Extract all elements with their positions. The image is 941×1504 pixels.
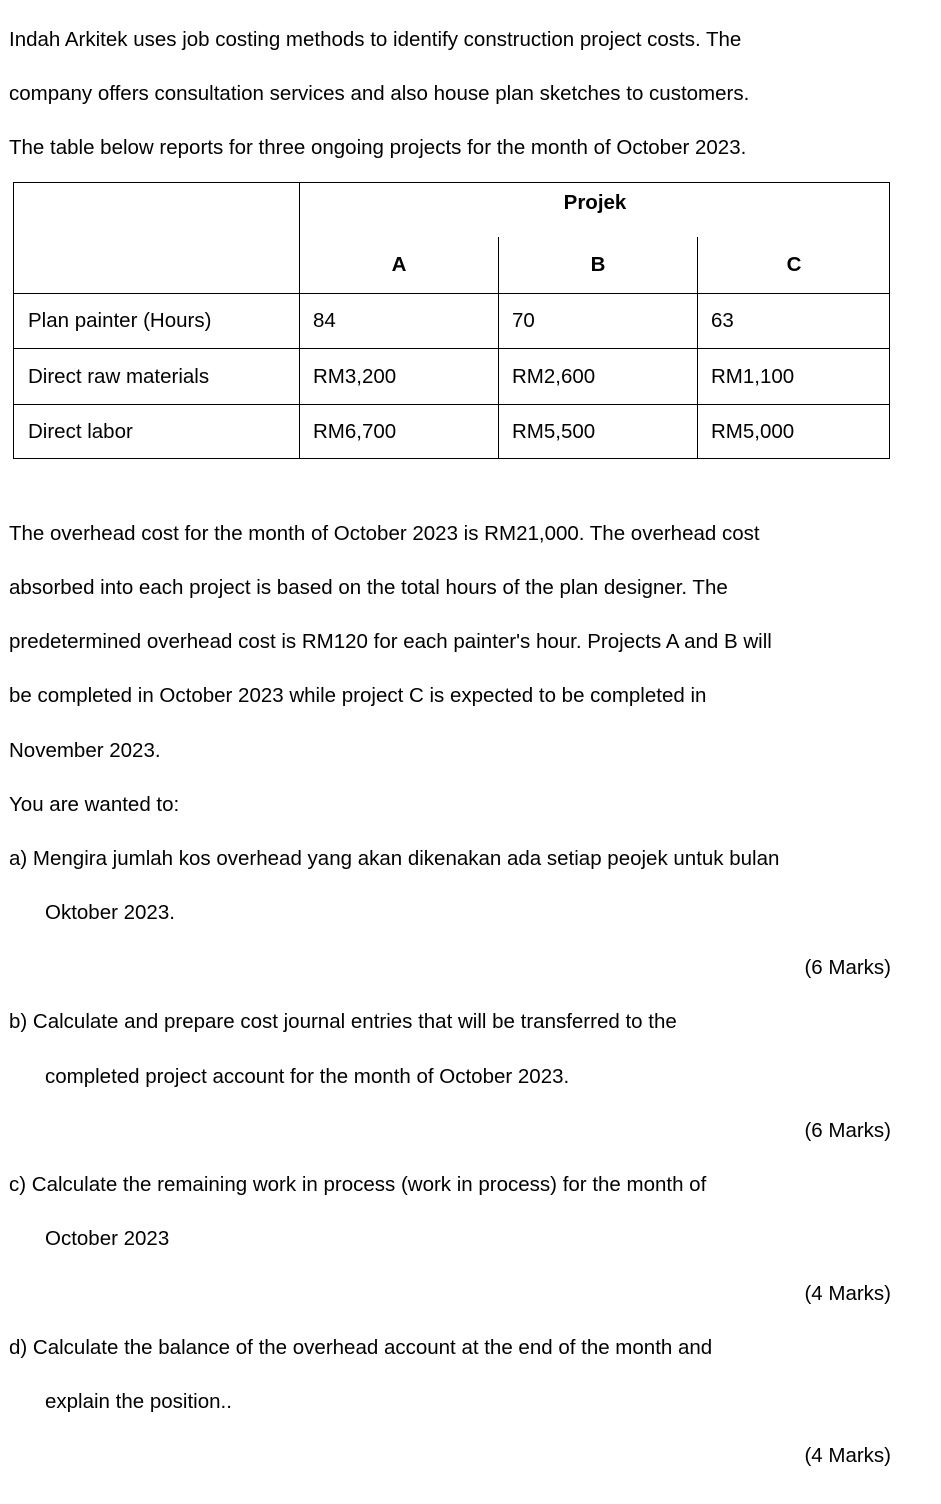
question-c-cont: October 2023 [45,1227,170,1250]
question-d: d) Calculate the balance of the overhead account at the end of the month and [9,1336,713,1359]
column-header: C [786,253,802,276]
intro-line: Indah Arkitek uses job costing methods to identify construction project costs. The [9,28,742,51]
table-cell: 84 [313,309,336,332]
question-c: c) Calculate the remaining work in process (work in process) for the month of [9,1173,707,1196]
table-cell: RM2,600 [512,364,596,388]
marks-a: (6 Marks) [804,956,891,979]
marks-c: (4 Marks) [804,1282,891,1305]
table-cell: RM5,000 [711,420,795,443]
question-a-cont: Oktober 2023. [45,901,175,924]
marks-b: (6 Marks) [804,1119,891,1142]
body-line: predetermined overhead cost is RM120 for each painter's hour. Projects A and B will [9,630,772,653]
table-cell: RM3,200 [313,364,397,388]
intro-line: company offers consultation services and also house plan sketches to customers. [9,82,750,105]
row-label: Direct raw materials [28,364,210,388]
question-b-cont: completed project account for the month of October 2023. [45,1065,570,1088]
table-cell: 63 [711,309,734,332]
body-line: You are wanted to: [9,793,180,816]
project-cost-table [13,182,890,459]
body-line: absorbed into each project is based on the total hours of the plan designer. The [9,576,728,599]
table-cell: RM1,100 [711,364,795,388]
question-b: b) Calculate and prepare cost journal entries that will be transferred to the [9,1010,677,1033]
group-header: Projek [563,191,627,214]
table-cell: RM6,700 [313,420,397,443]
row-label: Direct labor [28,420,133,443]
column-header: A [391,253,407,276]
question-a: a) Mengira jumlah kos overhead yang akan dikenakan ada setiap peojek untuk bulan [9,847,780,870]
table-cell: 70 [512,309,535,332]
body-line: be completed in October 2023 while project C is expected to be completed in [9,684,707,707]
intro-line: The table below reports for three ongoing projects for the month of October 2023. [9,136,747,159]
column-header: B [590,253,606,276]
row-label: Plan painter (Hours) [28,309,212,332]
body-line: The overhead cost for the month of October 2023 is RM21,000. The overhead cost [9,522,760,545]
marks-d: (4 Marks) [804,1444,891,1467]
body-line: November 2023. [9,739,161,762]
table-cell: RM5,500 [512,420,596,443]
question-d-cont: explain the position.. [45,1390,232,1413]
